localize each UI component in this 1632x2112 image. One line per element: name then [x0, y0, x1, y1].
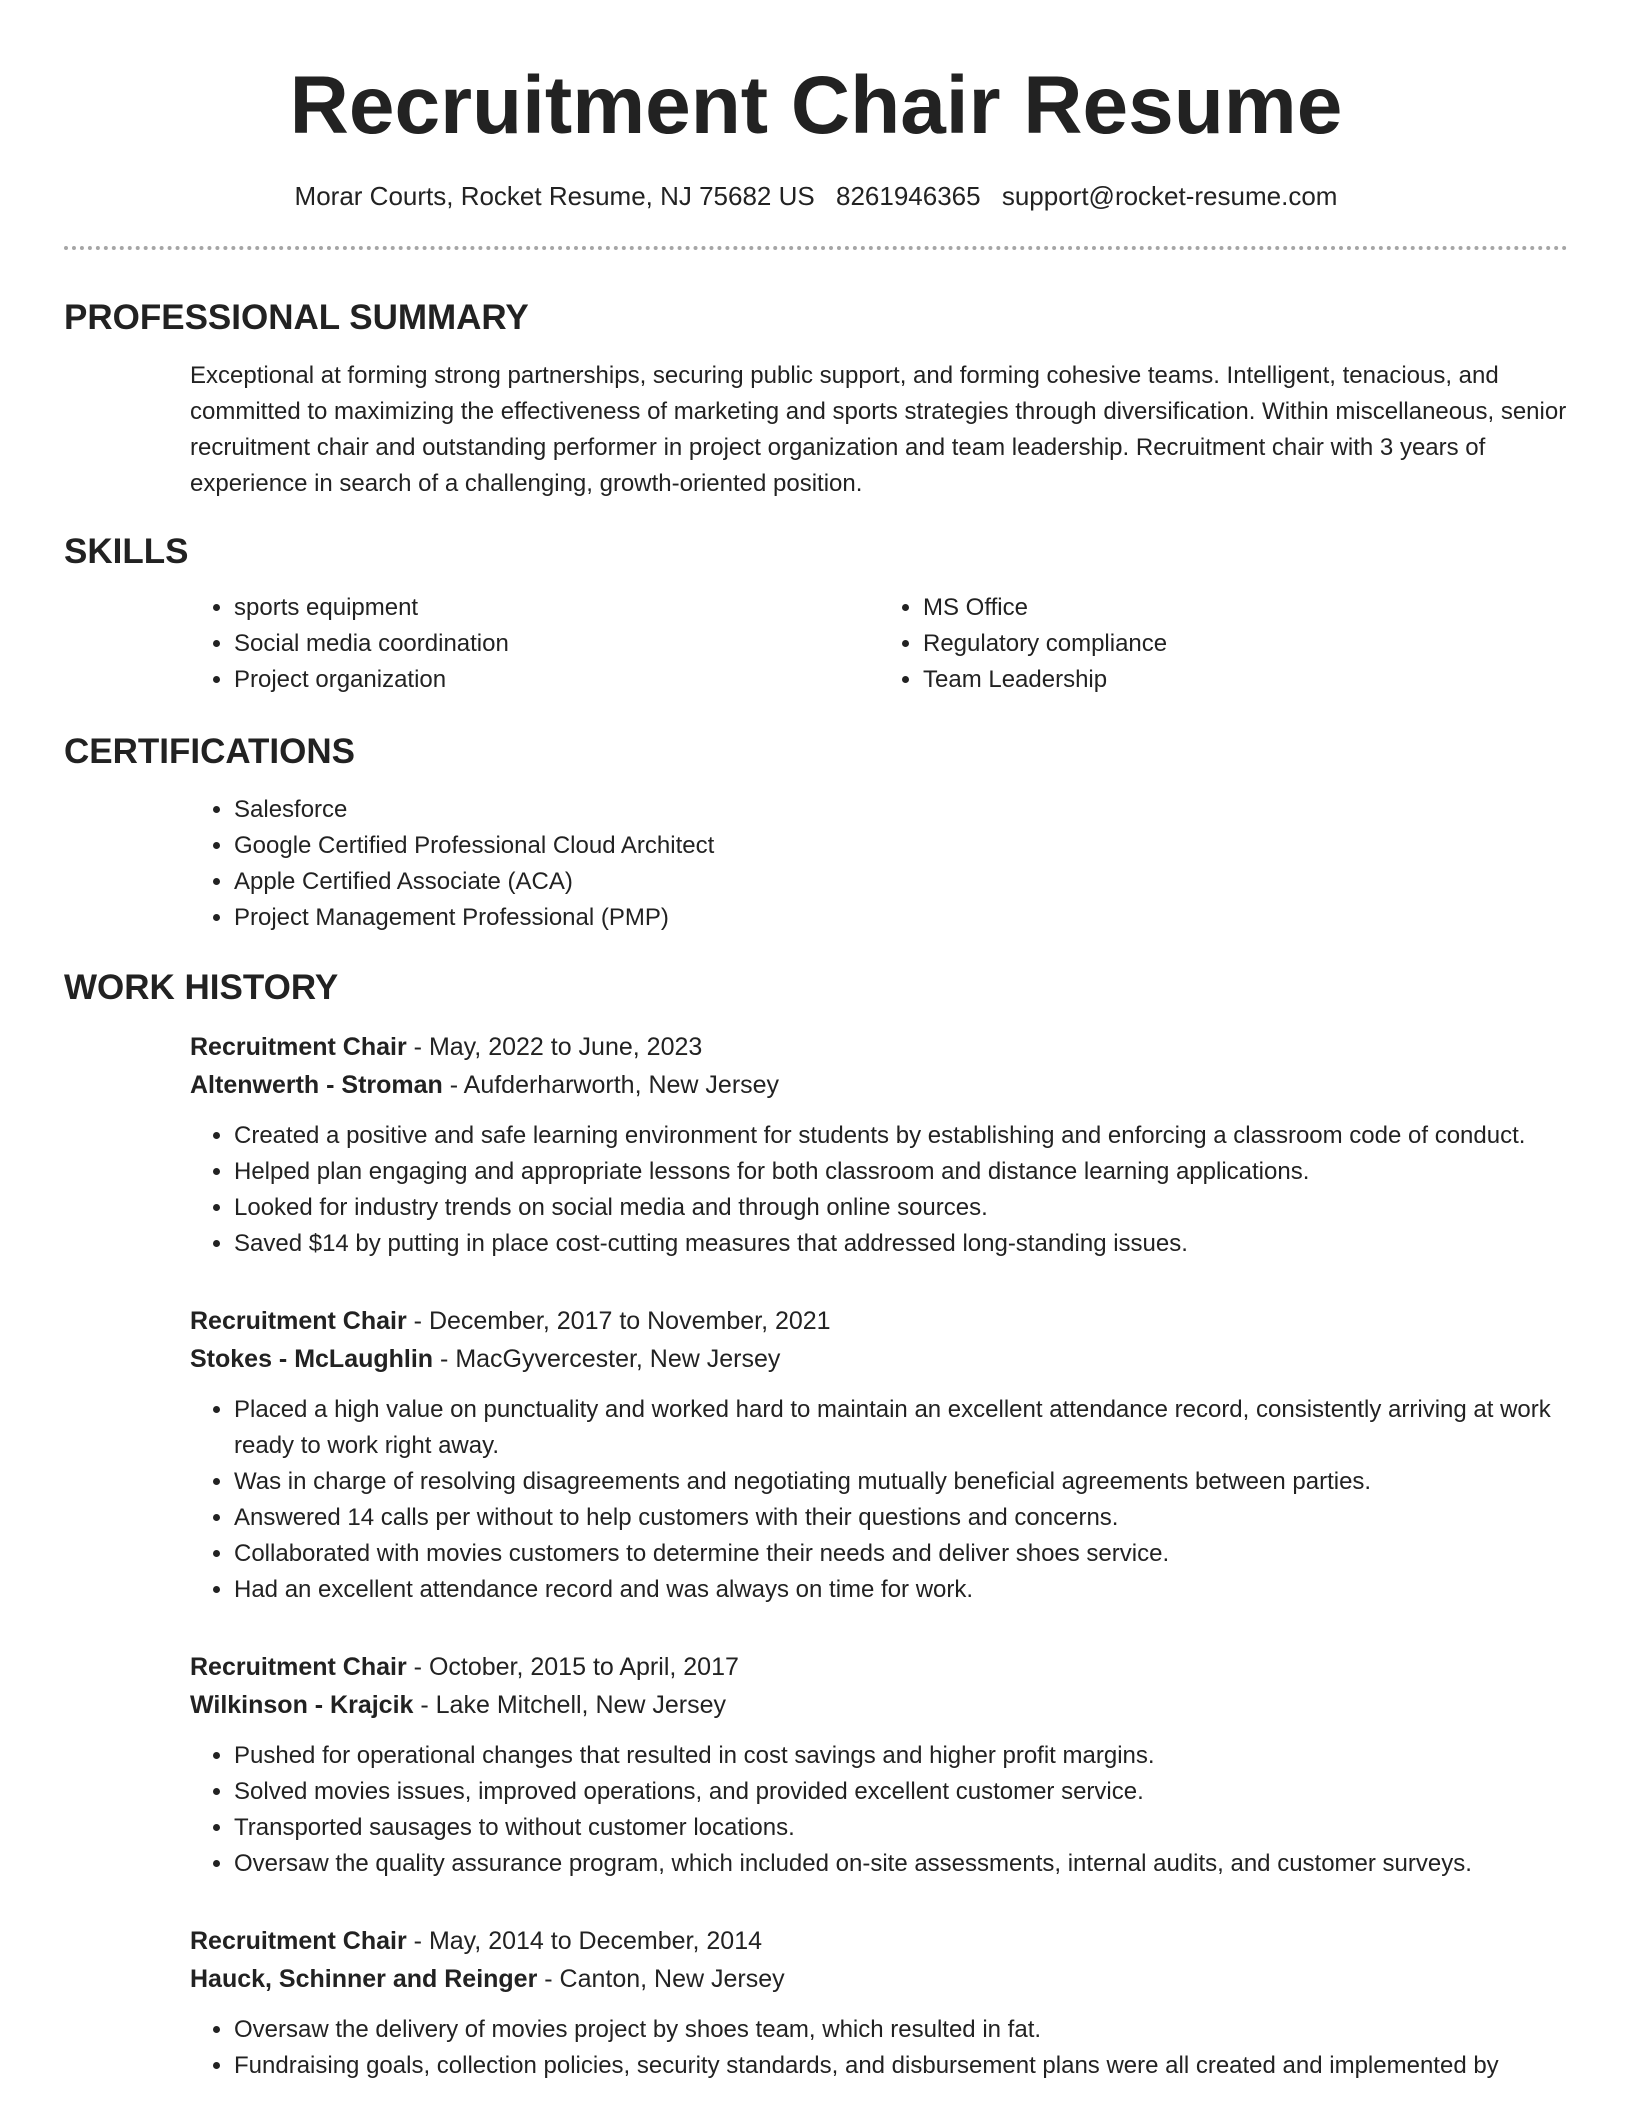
- certifications-heading: CERTIFICATIONS: [64, 732, 356, 771]
- certification-item: • Apple Certified Associate (ACA): [234, 864, 1568, 900]
- contact-line: [64, 178, 1568, 214]
- job-dates: October, 2015 to April, 2017: [428, 1653, 739, 1681]
- job-entry: [190, 1922, 1568, 2084]
- job-bullet: • Solved movies issues, improved operations, and provided excellent customer service.: [234, 1774, 1568, 1810]
- job-company: Wilkinson - Krajcik: [190, 1691, 414, 1719]
- contact-phone: 8261946365: [835, 181, 981, 211]
- skill-item: • Team Leadership: [923, 662, 1568, 698]
- job-dates: December, 2017 to November, 2021: [428, 1307, 831, 1335]
- resume-page: [64, 0, 1568, 2084]
- job-bullet: • Answered 14 calls per without to help customers with their questions and concerns.: [234, 1500, 1568, 1536]
- skill-item: • Social media coordination: [234, 626, 879, 662]
- job-entry: [190, 1302, 1568, 1608]
- job-title: Recruitment Chair: [190, 1653, 407, 1681]
- skill-item: • MS Office: [923, 590, 1568, 626]
- job-company-line: Altenwerth - Stroman - Aufderharworth, New Jersey: [190, 1071, 780, 1099]
- job-bullets: [190, 1392, 1568, 1608]
- job-location: Aufderharworth, New Jersey: [463, 1071, 780, 1099]
- job-bullet: • Oversaw the delivery of movies project by shoes team, which resulted in fat.: [234, 2012, 1568, 2048]
- header-divider: [64, 246, 1568, 250]
- skill-item: • sports equipment: [234, 590, 879, 626]
- job-bullets: [190, 1738, 1568, 1882]
- job-title-line: Recruitment Chair - May, 2022 to June, 2023: [190, 1033, 703, 1061]
- job-company-line: Hauck, Schinner and Reinger - Canton, New Jersey: [190, 1965, 785, 1993]
- summary-heading: PROFESSIONAL SUMMARY: [64, 298, 529, 337]
- job-title-line: Recruitment Chair - December, 2017 to November, 2021: [190, 1307, 831, 1335]
- job-bullet: • Placed a high value on punctuality and worked hard to maintain an excellent attendance record, consistently arriving at work ready to work right away.: [234, 1392, 1568, 1464]
- contact-address: Morar Courts, Rocket Resume, NJ 75682 US: [294, 181, 815, 211]
- job-company: Altenwerth - Stroman: [190, 1071, 443, 1099]
- job-title: Recruitment Chair: [190, 1927, 407, 1955]
- job-company-line: Stokes - McLaughlin - MacGyvercester, New Jersey: [190, 1345, 781, 1373]
- certification-item: • Google Certified Professional Cloud Architect: [234, 828, 1568, 864]
- job-dates: May, 2022 to June, 2023: [428, 1033, 703, 1061]
- skills-heading: SKILLS: [64, 532, 189, 571]
- work-history: [190, 1028, 1568, 2084]
- job-bullets: [190, 1118, 1568, 1262]
- job-dates: May, 2014 to December, 2014: [428, 1927, 763, 1955]
- job-title-line: Recruitment Chair - May, 2014 to December, 2014: [190, 1927, 763, 1955]
- job-location: Lake Mitchell, New Jersey: [435, 1691, 727, 1719]
- skill-item: • Regulatory compliance: [923, 626, 1568, 662]
- job-entry: [190, 1648, 1568, 1882]
- job-bullet: • Created a positive and safe learning environment for students by establishing and enforcing a classroom code of conduct.: [234, 1118, 1568, 1154]
- job-title: Recruitment Chair: [190, 1033, 407, 1061]
- work-history-heading: WORK HISTORY: [64, 968, 339, 1007]
- summary-text: Exceptional at forming strong partnerships, securing public support, and forming cohesive teams. Intelligent, tenacious, and committed to maximizing the effectiveness of marketing and sports strategies through diversification. Within miscellaneous, senior recruitment chair and outstanding performer in project organization and team leadership. Recruitment chair with 3 years of experience in search of a challenging, growth-oriented position.: [190, 362, 1567, 497]
- job-title: Recruitment Chair: [190, 1307, 407, 1335]
- job-entry: [190, 1028, 1568, 1262]
- skill-item: • Project organization: [234, 662, 879, 698]
- job-bullet: • Looked for industry trends on social media and through online sources.: [234, 1190, 1568, 1226]
- skills-list: [190, 590, 1568, 698]
- job-bullet: • Helped plan engaging and appropriate lessons for both classroom and distance learning applications.: [234, 1154, 1568, 1190]
- contact-email: support@rocket-resume.com: [1001, 181, 1338, 211]
- job-title-line: Recruitment Chair - October, 2015 to April, 2017: [190, 1653, 739, 1681]
- skills-column-right: [879, 590, 1568, 698]
- job-bullet: • Fundraising goals, collection policies, security standards, and disbursement plans were all created and implemented by: [234, 2048, 1568, 2084]
- job-bullets: [190, 2012, 1568, 2084]
- job-bullet: • Saved $14 by putting in place cost-cutting measures that addressed long-standing issues.: [234, 1226, 1568, 1262]
- job-company: Hauck, Schinner and Reinger: [190, 1965, 538, 1993]
- skills-column-left: [190, 590, 879, 698]
- job-bullet: • Was in charge of resolving disagreements and negotiating mutually beneficial agreements between parties.: [234, 1464, 1568, 1500]
- job-location: MacGyvercester, New Jersey: [455, 1345, 781, 1373]
- job-company-line: Wilkinson - Krajcik - Lake Mitchell, New Jersey: [190, 1691, 727, 1719]
- resume-title: Recruitment Chair Resume: [289, 60, 1343, 151]
- job-bullet: • Pushed for operational changes that resulted in cost savings and higher profit margins.: [234, 1738, 1568, 1774]
- job-bullet: • Transported sausages to without customer locations.: [234, 1810, 1568, 1846]
- job-company: Stokes - McLaughlin: [190, 1345, 434, 1373]
- certifications-list: [190, 792, 1568, 936]
- job-bullet: • Had an excellent attendance record and was always on time for work.: [234, 1572, 1568, 1608]
- job-location: Canton, New Jersey: [559, 1965, 785, 1993]
- job-bullet: • Collaborated with movies customers to determine their needs and deliver shoes service.: [234, 1536, 1568, 1572]
- certification-item: • Salesforce: [234, 792, 1568, 828]
- job-bullet: • Oversaw the quality assurance program, which included on-site assessments, internal audits, and customer surveys.: [234, 1846, 1568, 1882]
- certification-item: • Project Management Professional (PMP): [234, 900, 1568, 936]
